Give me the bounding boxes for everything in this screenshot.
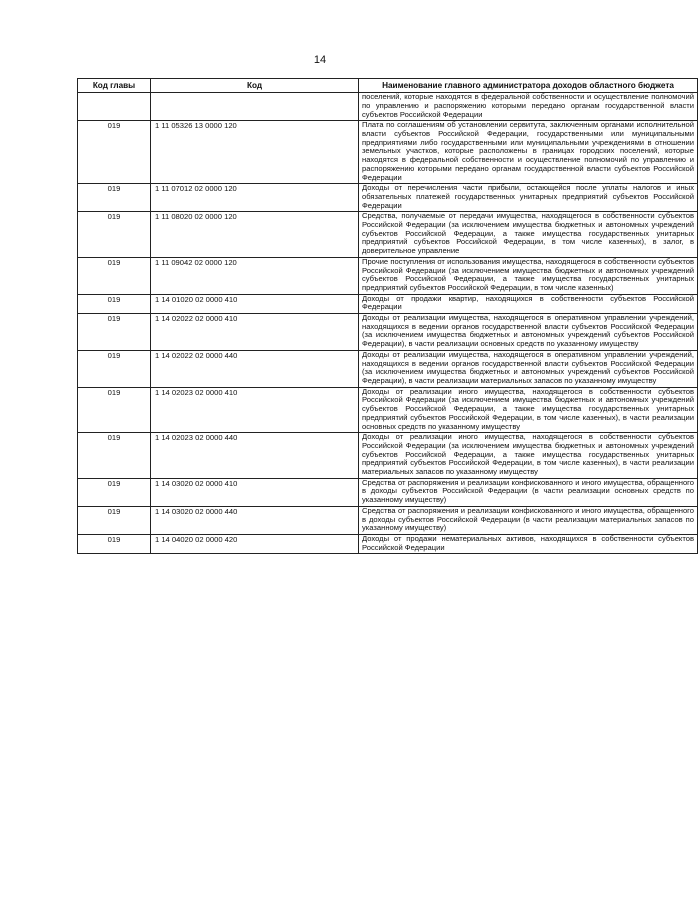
row-code: 1 14 03020 02 0000 440 [151, 506, 359, 534]
header-chapter-code: Код главы [78, 79, 151, 93]
table-row [78, 294, 698, 313]
row-code: 1 14 04020 02 0000 420 [151, 534, 359, 553]
row-code: 1 14 02022 02 0000 440 [151, 350, 359, 387]
table-row [78, 387, 698, 433]
header-name: Наименование главного администратора доходов областного бюджета [359, 79, 698, 93]
row-code: 1 14 01020 02 0000 410 [151, 294, 359, 313]
row-name: Доходы от перечисления части прибыли, остающейся после уплаты налогов и иных обязательных платежей государственных унитарных предприятий субъектов Российской Федерации [359, 184, 698, 212]
row-code: 1 11 08020 02 0000 120 [151, 212, 359, 258]
page-number: 14 [313, 54, 327, 66]
table-row [78, 121, 698, 184]
row-name: Доходы от реализации иного имущества, находящегося в собственности субъектов Российской Федерации (за исключением имущества бюджетных и автономных учреждений субъектов Российской Федерации, а также имущества государственных унитарных предприятий субъектов Российской Федерации, в том числе казенных), в части реализации материальных запасов по указанному имуществу [359, 433, 698, 479]
row-code: 1 14 02023 02 0000 410 [151, 387, 359, 433]
table-row [78, 314, 698, 351]
row-name: Средства, получаемые от передачи имущества, находящегося в собственности субъектов Российской Федерации (за исключением имущества бюджетных и автономных учреждений субъектов Российской Федерации, а также имущества государственных унитарных предприятий субъектов Российской Федерации, в том числе казенных), в залог, в доверительное управление [359, 212, 698, 258]
table-row [78, 478, 698, 506]
row-chapter-code: 019 [78, 314, 151, 351]
table-row [78, 350, 698, 387]
row-code: 1 14 02023 02 0000 440 [151, 433, 359, 479]
table-row [78, 93, 698, 121]
table-row [78, 184, 698, 212]
row-chapter-code: 019 [78, 294, 151, 313]
row-chapter-code: 019 [78, 121, 151, 184]
row-code: 1 11 07012 02 0000 120 [151, 184, 359, 212]
table-row [78, 506, 698, 534]
row-name: Доходы от продажи нематериальных активов, находящихся в собственности субъектов Российской Федерации [359, 534, 698, 553]
row-code: 1 11 09042 02 0000 120 [151, 257, 359, 294]
row-code [151, 93, 359, 121]
row-chapter-code: 019 [78, 478, 151, 506]
row-name: Доходы от продажи квартир, находящихся в собственности субъектов Российской Федерации [359, 294, 698, 313]
row-name: поселений, которые находятся в федеральной собственности и осуществление полномочий по управлению и распоряжению которыми передано органам государственной власти субъектов Российской Федерации [359, 93, 698, 121]
row-name: Средства от распоряжения и реализации конфискованного и иного имущества, обращенного в доходы субъектов Российской Федерации (в части реализации основных средств по указанному имуществу) [359, 478, 698, 506]
row-name: Доходы от реализации имущества, находящегося в оперативном управлении учреждений, находящихся в ведении органов государственной власти субъектов Российской Федерации (за исключением имущества бюджетных и автономных учреждений субъектов Российской Федерации), в части реализации основных средств по указанному имуществу [359, 314, 698, 351]
row-name: Прочие поступления от использования имущества, находящегося в собственности субъектов Российской Федерации (за исключением имущества бюджетных и автономных учреждений субъектов Российской Федерации, а также имущества государственных унитарных предприятий субъектов Российской Федерации, в том числе казенных) [359, 257, 698, 294]
row-chapter-code [78, 93, 151, 121]
row-code: 1 14 02022 02 0000 410 [151, 314, 359, 351]
row-chapter-code: 019 [78, 350, 151, 387]
row-code: 1 14 03020 02 0000 410 [151, 478, 359, 506]
header-code: Код [151, 79, 359, 93]
table-row [78, 534, 698, 553]
table-row [78, 212, 698, 258]
row-chapter-code: 019 [78, 212, 151, 258]
row-name: Доходы от реализации имущества, находящегося в оперативном управлении учреждений, находящихся в ведении органов государственной власти субъектов Российской Федерации (за исключением имущества бюджетных и автономных учреждений субъектов Российской Федерации), в части реализации материальных запасов по указанному имуществу [359, 350, 698, 387]
revenue-administrators-table [77, 78, 698, 554]
table-row [78, 433, 698, 479]
row-chapter-code: 019 [78, 257, 151, 294]
row-chapter-code: 019 [78, 387, 151, 433]
row-name: Плата по соглашениям об установлении сервитута, заключенным органами исполнительной власти субъектов Российской Федерации, государственными или муниципальными предприятиями либо государственными или муниципальными учреждениями в отношении земельных участков, которые расположены в границах городских поселений, которые находятся в федеральной собственности и осуществление полномочий по управлению и распоряжению которыми передано органам государственной власти субъектов Российской Федерации [359, 121, 698, 184]
row-name: Средства от распоряжения и реализации конфискованного и иного имущества, обращенного в доходы субъектов Российской Федерации (в части реализации материальных запасов по указанному имуществу) [359, 506, 698, 534]
row-code: 1 11 05326 13 0000 120 [151, 121, 359, 184]
row-chapter-code: 019 [78, 433, 151, 479]
row-chapter-code: 019 [78, 534, 151, 553]
table-header-row [78, 79, 698, 93]
row-chapter-code: 019 [78, 506, 151, 534]
row-chapter-code: 019 [78, 184, 151, 212]
row-name: Доходы от реализации иного имущества, находящегося в собственности субъектов Российской Федерации (за исключением имущества бюджетных и автономных учреждений субъектов Российской Федерации, а также имущества государственных унитарных предприятий субъектов Российской Федерации, в том числе казенных), в части реализации основных средств по указанному имуществу [359, 387, 698, 433]
table-row [78, 257, 698, 294]
